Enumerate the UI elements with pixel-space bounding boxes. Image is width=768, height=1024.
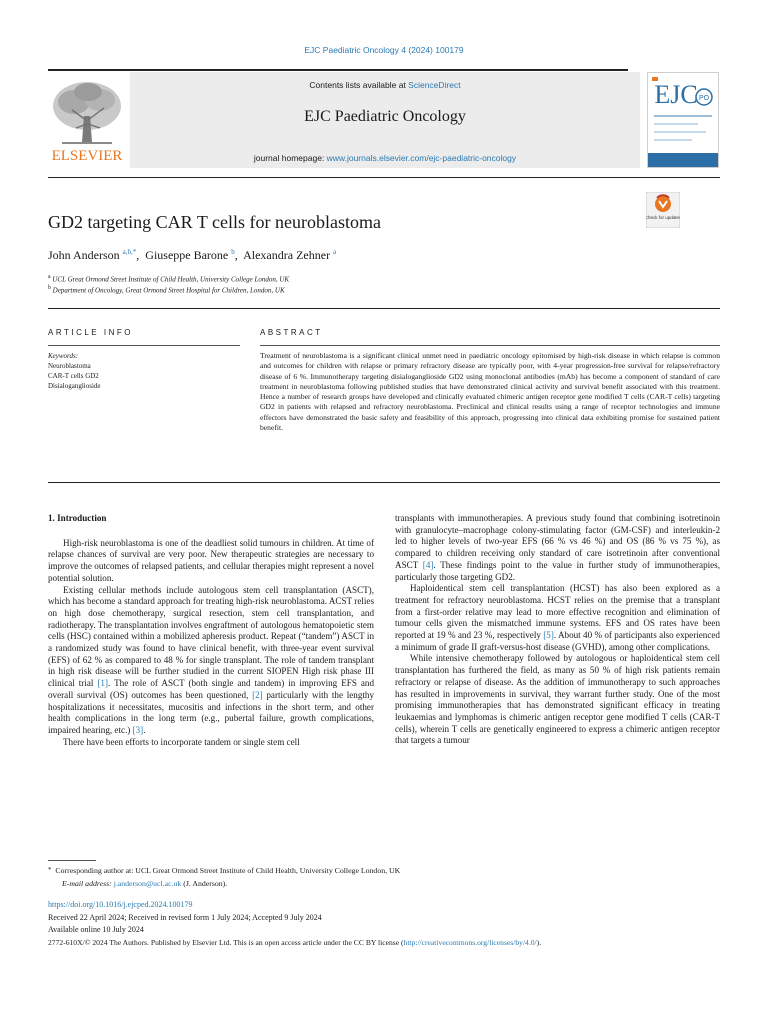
citation-link[interactable]: [4] (422, 559, 434, 570)
header-rule (48, 69, 628, 71)
keywords-label: Keywords: (48, 352, 79, 360)
abstract-text: Treatment of neuroblastoma is a significant clinical unmet need in paediatric oncology epitomised by high-risk disease in which relapse is common and outcomes for children with relapse or primary refractory disease are typically poor, with 4-year progression-free survival for relapse/refractory disease of 6 %. Immunotherapy targeting disialoganglioside GD2 using monoclonal antibodies (mAb) has become a component of standard of care treatment in neuroblastoma following published studies that have demonstrated clinical activity and survival benefit associated with this treatment. Hence a number of research groups have developed and clinically evaluated chimeric antigen receptor gene modified T cells (CAR-T cells) targeting GD2 in patients with relapsed and refractory neuroblastoma. Preclinical and clinical results using a range of receptor technologies and immune effectors have demonstrated the basic safety and feasibility of this approach, progressing into clinical data exhibiting promise for sustained patient benefit. (260, 351, 720, 433)
abstract-heading: ABSTRACT (260, 328, 323, 337)
keyword: Neuroblastoma (48, 362, 91, 370)
affiliation (48, 285, 285, 294)
paragraph: High-risk neuroblastoma is one of the deadliest solid tumours in children. At time of relapse chances of survival are very poor. New therapeutic strategies are necessary to improve the outcomes of relapsed patients, and cellular therapies might represent a novel potential solution. (48, 537, 374, 583)
corresponding-author-note (48, 866, 400, 875)
license-suffix: ). (536, 938, 542, 947)
author-sup[interactable]: a,b,* (122, 248, 137, 256)
check-for-updates-button[interactable] (646, 192, 680, 228)
text-run: . These findings point to the value in further study of immunotherapies, particularly those targeting GD2. (395, 559, 720, 582)
author-name[interactable]: Giuseppe Barone (145, 248, 229, 262)
check-for-updates-icon (646, 192, 680, 228)
keywords-block (48, 351, 240, 391)
affiliation-text: Department of Oncology, Great Ormond Street Hospital for Children, London, UK (52, 286, 285, 295)
banner-rule (48, 177, 720, 178)
affiliation (48, 274, 289, 283)
journal-cover-image (648, 73, 718, 167)
citation-link[interactable]: [5] (543, 630, 554, 641)
body-column-right (395, 513, 720, 747)
affiliation-text: UCL Great Ormond Street Institute of Child Health, University College London, UK (52, 275, 290, 284)
contents-line (130, 80, 640, 90)
text-run: transplants with immunotherapies. A previous study found that combining isotretinoin with granulocyte–macrophage colony-stimulating factor (GM-CSF) and interleukin-2 led to higher levels of two-year EFS (66 % vs 46 %) and OS (86 % vs 75 %), as compared to children receiving only standard of care isotretinoin after conventional ASCT (395, 513, 720, 570)
contents-prefix: Contents lists available at (309, 80, 409, 90)
text-run: Haploidentical stem cell transplantation (HCST) has also been explored as a treatment for refractory neuroblastoma. HCST relies on the premise that a transplant from a first-order relative may lead to more effective recognition and elimination of tumour cells given the mismatched immune systems. EFS and OS rates have been reported at 19 % and 23 %, respectively (395, 583, 720, 641)
citation-link[interactable]: [1] (97, 678, 108, 689)
text-run: . (143, 724, 146, 735)
affiliation-sup: b (48, 285, 51, 291)
cover-badge: PO (698, 95, 710, 102)
publisher-name: ELSEVIER (51, 148, 123, 164)
sciencedirect-link[interactable]: ScienceDirect (408, 80, 461, 90)
elsevier-logo (48, 76, 126, 166)
body-column-left (48, 513, 374, 748)
paragraph: While intensive chemotherapy followed by autologous or haploidentical stem cell transplantation has furthered the field, as many as 50 % of high risk patients remain refractory or relapse of disease. As the addition of immunotherapy to such approaches has resulted in improvements in survival, they warrant further study. One of the most promising immunotherapies that has demonstrated significant efficacy in treating leukaemias and lymphomas is chimeric antigen receptor gene modified T cells (CAR-T cells), wherein T cells are genetically engineered to express a chimeric antigen receptor that targets a tumour (395, 653, 720, 746)
license-prefix: 2772-610X/© 2024 The Authors. Published by Elsevier Ltd. This is an open access article under the CC BY license ( (48, 938, 404, 947)
license-line (48, 938, 541, 947)
abstract-rule (260, 345, 720, 346)
footnote-rule (48, 860, 96, 861)
paragraph (48, 585, 374, 737)
keyword: CAR-T cells GD2 (48, 372, 99, 380)
license-link[interactable]: http://creativecommons.org/licenses/by/4.0/ (403, 938, 537, 947)
available-online: Available online 10 July 2024 (48, 925, 144, 934)
homepage-prefix: journal homepage: (253, 153, 327, 163)
email-label: E-mail address: (62, 879, 114, 888)
author-sup[interactable]: b (231, 248, 235, 256)
keyword: Disialoganglioside (48, 382, 101, 390)
section-heading: 1. Introduction (48, 513, 107, 523)
elsevier-tree-icon (48, 76, 126, 166)
paragraph: There have been efforts to incorporate tandem or single stem cell (63, 736, 300, 747)
email-note (62, 879, 227, 888)
doi-link[interactable]: https://doi.org/10.1016/j.ejcped.2024.100179 (48, 900, 193, 909)
journal-cover (647, 72, 719, 168)
text-run: . The role of ASCT (both single and tandem) in improving EFS and overall survival (OS) outcomes has been questioned, (48, 678, 374, 700)
paragraph (395, 583, 720, 653)
affiliation-sup: a (48, 274, 51, 280)
article-info-rule (48, 345, 240, 346)
journal-reference[interactable]: EJC Paediatric Oncology 4 (2024) 100179 (304, 45, 464, 55)
homepage-line (130, 153, 640, 163)
received-dates: Received 22 April 2024; Received in revised form 1 July 2024; Accepted 9 July 2024 (48, 913, 322, 922)
paragraph (395, 513, 720, 583)
author-list: John Anderson $^{a,b,*}$, Giuseppe Barone $^b$, Alexandra Zehner $^a$ (48, 248, 337, 262)
author-name[interactable]: Alexandra Zehner (243, 248, 331, 262)
author-sup[interactable]: a (333, 248, 337, 256)
journal-title: EJC Paediatric Oncology (304, 108, 466, 125)
corresponding-text: Corresponding author at: UCL Great Ormond Street Institute of Child Health, University College London, UK (55, 866, 401, 875)
email-suffix: (J. Anderson). (181, 879, 228, 888)
abstract-bottom-rule (48, 482, 720, 483)
homepage-link[interactable]: www.journals.elsevier.com/ejc-paediatric-oncology (326, 153, 517, 163)
citation-link[interactable]: [2] (252, 689, 263, 700)
citation-link[interactable]: [3] (132, 724, 144, 735)
author-name[interactable]: John Anderson (48, 248, 120, 262)
cover-title: EJC (654, 80, 698, 109)
affiliation-rule (48, 308, 720, 309)
article-info-heading: ARTICLE INFO (48, 328, 133, 337)
asterisk: * (48, 866, 52, 874)
article-title: GD2 targeting CAR T cells for neuroblastoma (48, 212, 381, 232)
text-run: particularly with the lengthy hospitalizations it necessitates, mucositis and infections in the short term, and other health complications in the long term (e.g., pubertal failure, growth complications, impaired hearing, etc.) (48, 689, 375, 735)
email-link[interactable]: j.anderson@ucl.ac.uk (113, 879, 182, 888)
text-run: . About 40 % of participants also experienced a minimum of grade II graft-versus-host disease (GVHD), among other complications. (395, 630, 720, 652)
text-run: Existing cellular methods include autologous stem cell transplantation (ASCT), which has become a standard approach for treating high-risk neuroblastoma. ACST relies on high dose chemotherapy, surgical resection, stem cell transplantation, and radiotherapy. The transplantation involves engraftment of autologous hematopoietic stem cells (HSC) contained within a mobilized apheresis product. Repeat (“tandem”) ASCT in a randomized study was found to have clinical benefit, with three-year event survival (EFS) of 62 % as compared to 48 % for single transplant. The role of tandem transplant in high risk disease will be further studied in the current SIOPEN High risk phase III clinical trial (48, 584, 374, 689)
check-updates-label: Check for updates (646, 215, 680, 220)
